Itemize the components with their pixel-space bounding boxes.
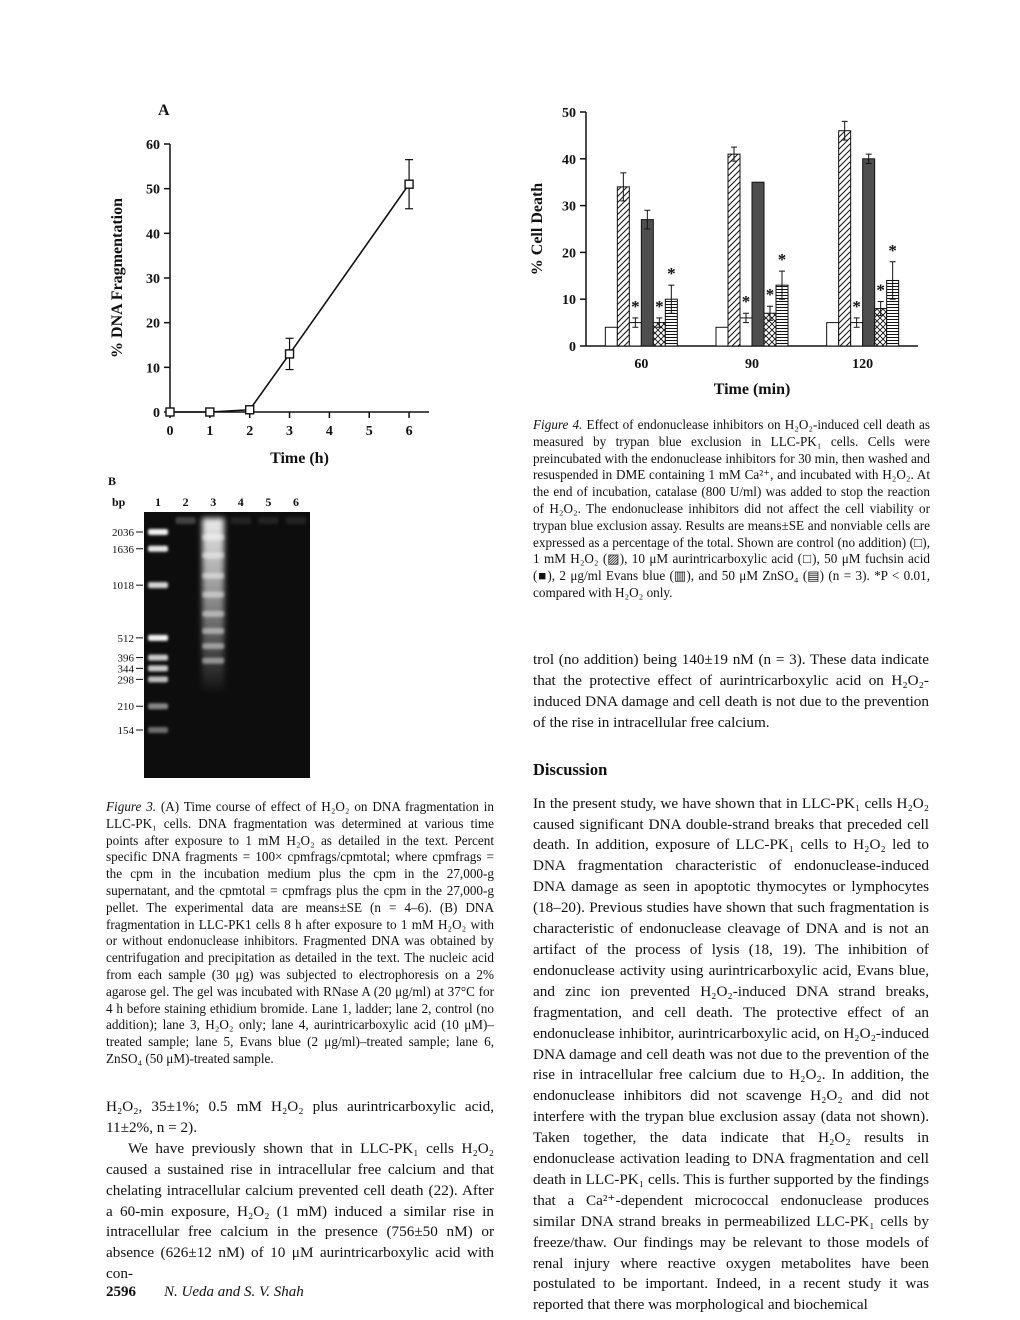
figure3-caption-text: (A) Time course of effect of H₂O₂ on DNA fragmentation in LLC-PK₁ cells. DNA fragmentation was determined at various time points after exposure to 1 mM H₂O₂ as detailed in the text. Percent specific DNA fragments = 100× cpmfrags/cpmtotal; where cpmfrags = the cpm in the incubation medium plus the cpm in the 27,000-g supernatant, and the cpmtotal = cpmfrags plus the cpm in the 27,000-g pellet. The experimental data are means±SE (n = 4–6). (B) DNA fragmentation in LLC-PK1 cells 8 h after exposure to 1 mM H₂O₂ with or without endonuclease inhibitors. Fragmented DNA was obtained by centrifugation and precipitation as detailed in the text. The nucleic acid from each sample (30 μg) was subjected to electrophoresis on a 2% agarose gel. The gel was incubated with RNase A (20 μg/ml) at 37°C for 4 h before staining ethidium bromide. Lane 1, ladder; lane 2, control (no addition); lane 3, H₂O₂ only; lane 4, aurintricarboxylic acid (10 μM)–treated sample; lane 5, Evans blue (2 μg/ml)–treated sample; lane 6, ZnSO₄ (50 μM)-treated sample. <box>106 799 494 1066</box>
figure3b-panel-label: B <box>108 474 117 488</box>
svg-text:298: 298 <box>117 674 134 687</box>
svg-text:1: 1 <box>155 495 161 509</box>
svg-text:1: 1 <box>206 424 214 439</box>
page-number: 2596 <box>106 1284 136 1300</box>
dna-fragmentation-line-chart <box>106 124 451 476</box>
svg-text:2: 2 <box>246 424 254 439</box>
svg-text:*: * <box>765 285 775 305</box>
svg-text:0: 0 <box>153 406 160 421</box>
svg-text:2036: 2036 <box>112 527 134 539</box>
left-paragraph-2: We have previously shown that in LLC-PK₁ cells H₂O₂ caused a sustained rise in intracellular free calcium and that chelating intracellular calcium prevented cell death (22). After a 60-min exposure, H₂O₂ (1 mM) induced a similar rise in intracellular free calcium in the presence (756±50 nM) or absence (626±12 nM) of 10 μM aurintricarboxylic acid with con- <box>106 1139 494 1283</box>
svg-text:30: 30 <box>562 199 576 215</box>
svg-text:40: 40 <box>146 227 160 243</box>
svg-text:5: 5 <box>365 424 373 439</box>
gel-electrophoresis-image <box>106 492 318 786</box>
right-column-text <box>533 650 929 1316</box>
svg-text:40: 40 <box>562 152 576 168</box>
svg-text:*: * <box>631 296 640 316</box>
figure3b-panel <box>106 474 318 786</box>
svg-text:5: 5 <box>265 495 272 509</box>
svg-text:% DNA Fragmentation: % DNA Fragmentation <box>109 198 126 358</box>
footer-authors: N. Ueda and S. V. Shah <box>164 1284 304 1300</box>
left-paragraph-1: H₂O₂, 35±1%; 0.5 mM H₂O₂ plus aurintricarboxylic acid, 11±2%, n = 2). <box>106 1098 494 1136</box>
svg-text:3: 3 <box>286 424 294 439</box>
discussion-heading: Discussion <box>533 759 608 779</box>
svg-text:210: 210 <box>117 701 134 714</box>
svg-text:2: 2 <box>182 495 189 509</box>
figure3a-panel-label: A <box>158 102 170 119</box>
left-column-text <box>106 1097 494 1285</box>
discussion-paragraph: In the present study, we have shown that in LLC-PK₁ cells H₂O₂ caused significant DNA double-strand breaks that preceded cell death. In addition, exposure of LLC-PK₁ cells to H₂O₂ led to DNA fragmentation characteristic of endonuclease-induced DNA damage as seen in apoptotic thymocytes or lymphocytes (18–20). Previous studies have shown that such fragmentation is characteristic of endonuclease cleavage of DNA and is not an artifact of the process of lysis (18, 19). The inhibition of endonuclease activity using aurintricarboxylic acid, Evans blue, and zinc ion prevented H₂O₂-induced DNA strand breaks, fragmentation, and cell death. The protective effect of an endonuclease inhibitor, aurintricarboxylic acid, on H₂O₂-induced DNA damage and cell death was not due to the prevention of the rise in intracellular free calcium due to H₂O₂. In addition, the endonuclease inhibitors did not scavenge H₂O₂ and did not interfere with the trypan blue exclusion assay (data not shown). Taken together, the data indicate that H₂O₂ results in endonuclease activation leading to DNA fragmentation and cell death in LLC-PK₁ cells. This is further supported by the findings that a Ca²⁺-dependent micrococcal endonuclease produces similar DNA strand breaks in permeabilized LLC-PK₁ cells by freeze/thaw. Our findings may be relevant to those models of renal injury where reactive oxygen metabolites have been postulated to be important. Indeed, in a recent study it was reported that there was morphological and biochemical <box>533 794 929 1314</box>
svg-text:50: 50 <box>562 106 576 121</box>
svg-text:0: 0 <box>166 424 174 439</box>
svg-text:Time (h): Time (h) <box>270 450 329 467</box>
svg-text:344: 344 <box>117 663 134 676</box>
svg-text:6: 6 <box>405 424 413 439</box>
svg-text:% Cell Death: % Cell Death <box>529 182 546 276</box>
cell-death-bar-chart <box>526 96 926 406</box>
svg-text:*: * <box>667 264 676 284</box>
figure3-caption <box>106 799 494 1068</box>
svg-text:*: * <box>852 296 861 316</box>
svg-text:bp: bp <box>112 495 126 509</box>
svg-text:60: 60 <box>146 138 160 153</box>
svg-text:1636: 1636 <box>112 543 134 556</box>
svg-text:*: * <box>888 240 897 260</box>
svg-text:*: * <box>741 292 751 312</box>
right-paragraph-1: trol (no addition) being 140±19 nM (n = 3). These data indicate that the protective effect of aurintricarboxylic acid on H₂O₂-induced DNA damage and cell death is not due to the prevention of the rise in intracellular free calcium. <box>533 651 929 731</box>
svg-text:*: * <box>876 280 885 300</box>
svg-text:*: * <box>777 250 787 270</box>
svg-text:*: * <box>655 296 664 316</box>
svg-text:512: 512 <box>117 632 134 645</box>
figure4-panel <box>526 96 926 411</box>
svg-text:60: 60 <box>634 357 649 372</box>
figure3a-panel <box>106 102 451 476</box>
figure4-caption-label: Figure 4. <box>533 417 583 432</box>
svg-text:4: 4 <box>325 424 333 439</box>
svg-text:154: 154 <box>117 725 134 737</box>
figure4-caption-text: Effect of endonuclease inhibitors on H₂O₂-induced cell death as measured by trypan blue exclusion in LLC-PK₁ cells. Cells were preincubated with the endonuclease inhibitors for 30 min, then washed and resuspended in DME containing 1 mM Ca²⁺, and incubated with H₂O₂. At the end of incubation, catalase (800 U/ml) was added to stop the reaction of H₂O₂. The endonuclease inhibitors did not affect the cell viability or trypan blue exclusion assay. Results are means±SE and nonviable cells are expressed as a percentage of the total. Shown are control (no addition) (□), 1 mM H₂O₂ (▨), 10 μM aurintricarboxylic acid (□), 50 μM fuchsin acid (■), 2 μg/ml Evans blue (▥), and 50 μM ZnSO₄ (▤) (n = 3). *P < 0.01, compared with H₂O₂ only. <box>533 417 931 600</box>
svg-text:30: 30 <box>146 272 160 287</box>
svg-text:10: 10 <box>562 293 576 309</box>
svg-text:20: 20 <box>146 316 160 332</box>
svg-text:20: 20 <box>562 246 576 262</box>
figure3-caption-label: Figure 3. <box>106 799 157 814</box>
svg-text:6: 6 <box>293 495 299 509</box>
figure4-caption <box>533 417 930 602</box>
svg-text:0: 0 <box>569 340 576 355</box>
svg-text:10: 10 <box>146 361 160 377</box>
svg-text:120: 120 <box>852 357 874 372</box>
svg-text:4: 4 <box>237 495 244 509</box>
svg-text:90: 90 <box>745 357 759 372</box>
svg-text:3: 3 <box>210 495 217 509</box>
svg-text:396: 396 <box>117 652 134 665</box>
svg-text:50: 50 <box>146 182 160 198</box>
page-footer <box>106 1284 304 1301</box>
svg-text:Time (min): Time (min) <box>713 381 791 398</box>
svg-text:1018: 1018 <box>112 580 134 593</box>
